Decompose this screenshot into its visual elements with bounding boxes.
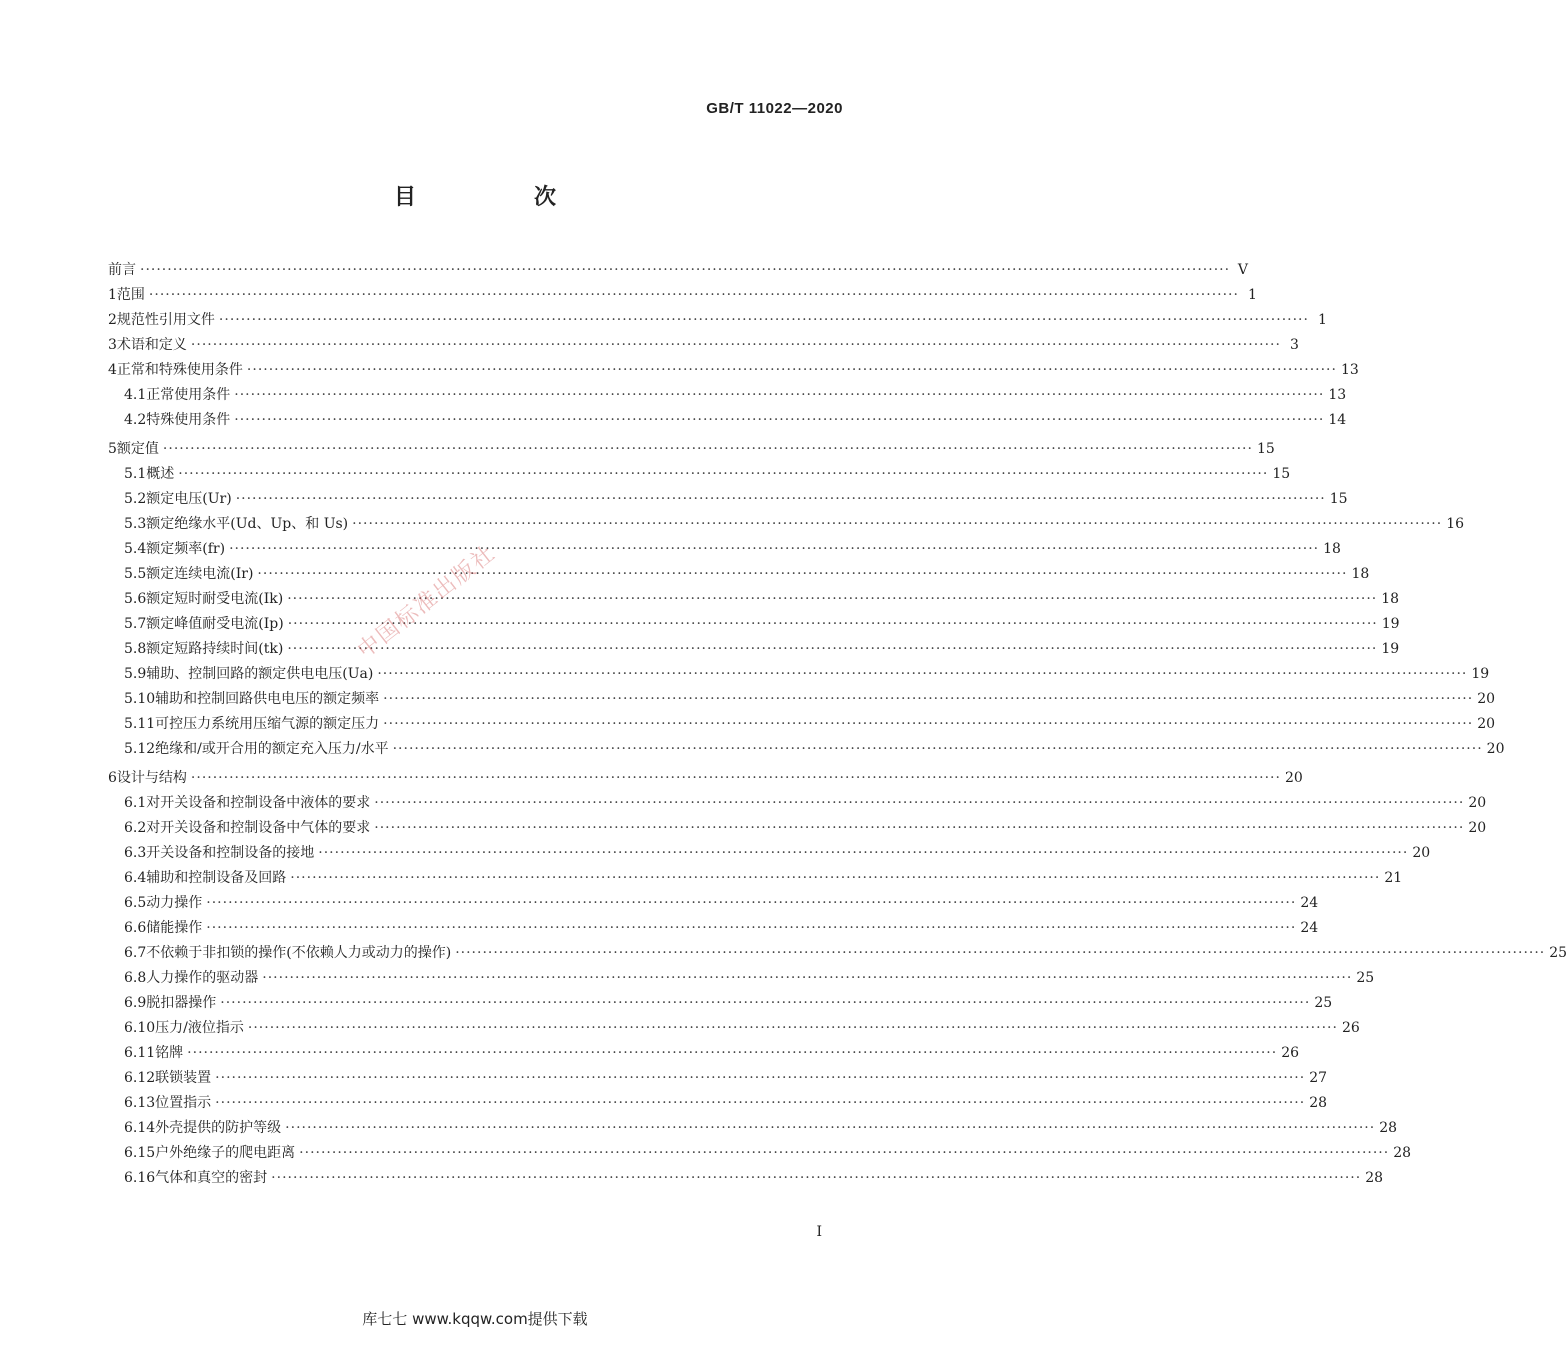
toc-entry-page: 24 <box>1300 920 1319 936</box>
toc-entry-number: 6 <box>108 770 117 786</box>
toc-entry[interactable] <box>108 487 1348 512</box>
toc-leader-dots: ········································································································································································································ <box>455 945 1546 961</box>
toc-entry-page: 18 <box>1323 541 1341 557</box>
toc-entry-page: 26 <box>1281 1045 1300 1061</box>
toc-entry-number: 5.11 <box>124 716 156 732</box>
toc-entry-page: 15 <box>1256 441 1275 457</box>
page-title: 目 次 <box>393 185 604 210</box>
toc-entry-page: 20 <box>1477 716 1496 732</box>
toc-entry-title: 位置指示 <box>155 1095 212 1111</box>
toc-leader-dots: ········································································································································································································ <box>162 441 1253 457</box>
toc-entry-title: 额定电压(Ur) <box>146 491 232 507</box>
toc-entry-title: 额定连续电流(Ir) <box>146 566 254 582</box>
toc-entry-page: 20 <box>1486 741 1505 757</box>
toc-leader-dots: ········································································································································································································ <box>178 466 1269 482</box>
toc-entry[interactable] <box>108 408 1347 433</box>
toc-entry-page: 19 <box>1471 666 1490 682</box>
toc-leader-dots: ········································································································································································································ <box>148 287 1239 303</box>
toc-leader-dots: ········································································································································································································ <box>247 1020 1338 1036</box>
toc-entry[interactable] <box>108 383 1347 408</box>
toc-entry-page: 13 <box>1340 362 1359 378</box>
toc-entry[interactable] <box>108 766 1303 791</box>
toc-entry[interactable] <box>108 612 1400 637</box>
toc-entry-page: 16 <box>1446 516 1465 532</box>
toc-entry-number: 5.7 <box>124 616 147 632</box>
toc-entry-number: 5.4 <box>124 541 147 557</box>
toc-entry-page: 3 <box>1290 337 1299 353</box>
toc-entry-number: 6.5 <box>124 895 147 911</box>
toc-entry-title: 正常使用条件 <box>146 387 231 403</box>
toc-entry-page: 15 <box>1329 491 1348 507</box>
toc-entry-title: 概述 <box>146 466 175 482</box>
toc-entry-page: 14 <box>1328 412 1347 428</box>
toc-leader-dots: ········································································································································································································ <box>271 1170 1362 1186</box>
toc-entry-number: 6.16 <box>124 1170 156 1186</box>
toc-entry-number: 6.10 <box>124 1020 156 1036</box>
toc-entry-page: 25 <box>1549 945 1567 961</box>
toc-entry-page: 26 <box>1341 1020 1360 1036</box>
toc-entry[interactable] <box>108 1141 1412 1166</box>
toc-entry-page: 18 <box>1381 591 1400 607</box>
toc-entry[interactable] <box>108 283 1257 308</box>
toc-entry-number: 5.12 <box>124 741 156 757</box>
toc-leader-dots: ········································································································································································································ <box>383 716 1474 732</box>
toc-entry-number: 5.5 <box>124 566 147 582</box>
toc-entry[interactable] <box>108 333 1299 358</box>
toc-entry-title: 铭牌 <box>155 1045 184 1061</box>
toc-entry-title: 户外绝缘子的爬电距离 <box>155 1145 296 1161</box>
toc-entry-number: 6.1 <box>124 795 147 811</box>
toc-entry-number: 5.3 <box>124 516 147 532</box>
toc-leader-dots: ········································································································································································································ <box>140 262 1231 278</box>
toc-entry-page: 13 <box>1328 387 1347 403</box>
toc-entry-page: 28 <box>1393 1145 1412 1161</box>
toc-entry-title: 额定频率(fr) <box>146 541 226 557</box>
toc-entry-title: 设计与结构 <box>116 770 187 786</box>
toc-entry-number: 1 <box>108 287 117 303</box>
toc-entry[interactable] <box>108 637 1400 662</box>
toc-entry-title: 辅助、控制回路的额定供电电压(Ua) <box>146 666 374 682</box>
toc-leader-dots: ········································································································································································································ <box>206 895 1297 911</box>
toc-entry[interactable] <box>108 662 1490 687</box>
toc-entry-number: 4.2 <box>124 412 147 428</box>
footer-text: 库七七 www.kqqw.com提供下载 <box>362 1310 588 1328</box>
toc-leader-dots: ········································································································································································································ <box>190 337 1281 353</box>
toc-entry-title: 特殊使用条件 <box>146 412 231 428</box>
toc-entry[interactable] <box>108 816 1487 841</box>
toc-entry-title: 辅助和控制设备及回路 <box>146 870 287 886</box>
toc-entry[interactable] <box>108 358 1359 383</box>
page-number: I <box>816 1224 822 1240</box>
toc-entry-title: 对开关设备和控制设备中液体的要求 <box>146 795 371 811</box>
watermark: 中国标准出版社 <box>353 540 501 664</box>
toc-entry[interactable] <box>108 258 1249 283</box>
toc-entry-title: 额定绝缘水平(Ud、Up、和 Us) <box>146 516 349 532</box>
toc-entry-page: 15 <box>1272 466 1291 482</box>
toc-entry[interactable] <box>108 1166 1384 1191</box>
toc-entry-title: 辅助和控制回路供电电压的额定频率 <box>155 691 380 707</box>
toc-leader-dots: ········································································································································································································ <box>392 741 1483 757</box>
toc-entry[interactable] <box>108 437 1275 462</box>
toc-leader-dots: ········································································································································································································ <box>318 845 1409 861</box>
toc-entry-number: 5.6 <box>124 591 147 607</box>
toc-entry[interactable] <box>108 737 1505 762</box>
toc-entry-number: 2 <box>108 312 117 328</box>
toc-leader-dots: ········································································································································································································ <box>290 870 1381 886</box>
toc-entry[interactable] <box>108 991 1333 1016</box>
toc-entry-title: 不依赖于非扣锁的操作(不依赖人力或动力的操作) <box>146 945 452 961</box>
toc-leader-dots: ········································································································································································································ <box>187 1045 1278 1061</box>
toc-leader-dots: ········································································································································································································ <box>287 591 1378 607</box>
toc-entry-page: 20 <box>1412 845 1431 861</box>
toc-entry-number: 3 <box>108 337 117 353</box>
toc-entry-title: 规范性引用文件 <box>116 312 215 328</box>
toc-entry-number: 6.2 <box>124 820 147 836</box>
standard-id: GB/T 11022—2020 <box>706 100 843 117</box>
toc-leader-dots: ········································································································································································································ <box>220 995 1311 1011</box>
toc-entry-number: 5.1 <box>124 466 147 482</box>
toc-entry-number: 6.7 <box>124 945 147 961</box>
toc-entry-page: 18 <box>1351 566 1370 582</box>
toc-entry-title: 额定短路持续时间(tk) <box>146 641 284 657</box>
toc-entry[interactable] <box>108 1116 1398 1141</box>
toc-entry-title: 前言 <box>108 262 136 278</box>
toc-leader-dots: ········································································································································································································ <box>352 516 1443 532</box>
toc-entry-title: 开关设备和控制设备的接地 <box>146 845 315 861</box>
toc-entry-number: 5.10 <box>124 691 156 707</box>
toc-entry[interactable] <box>108 712 1496 737</box>
toc-entry-number: 6.14 <box>124 1120 156 1136</box>
toc-entry[interactable] <box>108 587 1400 612</box>
toc-entry-number: 4 <box>108 362 117 378</box>
toc-leader-dots: ········································································································································································································ <box>262 970 1353 986</box>
toc-entry-title: 术语和定义 <box>116 337 187 353</box>
toc-entry-title: 联锁装置 <box>155 1070 212 1086</box>
toc-leader-dots: ········································································································································································································ <box>257 566 1348 582</box>
toc-entry-number: 6.6 <box>124 920 147 936</box>
toc-entry-page: 25 <box>1356 970 1375 986</box>
toc-entry-title: 范围 <box>116 287 145 303</box>
toc-leader-dots: ········································································································································································································ <box>299 1145 1390 1161</box>
toc-entry-title: 额定短时耐受电流(Ik) <box>146 591 284 607</box>
toc-leader-dots: ········································································································································································································ <box>246 362 1337 378</box>
toc-entry[interactable] <box>108 462 1291 487</box>
toc-entry-number: 6.15 <box>124 1145 156 1161</box>
toc-leader-dots: ········································································································································································································ <box>218 312 1309 328</box>
toc-entry-number: 5.8 <box>124 641 147 657</box>
toc-entry[interactable] <box>108 687 1496 712</box>
toc-entry[interactable] <box>108 308 1327 333</box>
toc-entry-page: 24 <box>1300 895 1319 911</box>
toc-entry-page: 19 <box>1381 641 1400 657</box>
toc-leader-dots: ········································································································································································································ <box>374 820 1465 836</box>
toc-entry-number: 5 <box>108 441 117 457</box>
toc-entry-title: 储能操作 <box>146 920 203 936</box>
toc-entry-title: 人力操作的驱动器 <box>146 970 259 986</box>
toc-entry-title: 可控压力系统用压缩气源的额定压力 <box>155 716 380 732</box>
toc-entry[interactable] <box>108 791 1487 816</box>
toc-leader-dots: ········································································································································································································ <box>215 1095 1306 1111</box>
toc-entry-number: 5.9 <box>124 666 147 682</box>
toc-leader-dots: ········································································································································································································ <box>234 387 1325 403</box>
toc-entry-number: 6.11 <box>124 1045 156 1061</box>
toc-entry-number: 6.12 <box>124 1070 156 1086</box>
toc-entry-page: V <box>1237 262 1249 278</box>
toc-entry[interactable] <box>108 512 1465 537</box>
toc-entry-page: 27 <box>1309 1070 1328 1086</box>
toc-entry-number: 4.1 <box>124 387 147 403</box>
toc-entry-page: 28 <box>1365 1170 1384 1186</box>
toc-entry-title: 额定值 <box>116 441 159 457</box>
toc-entry[interactable] <box>108 1066 1328 1091</box>
toc-entry-title: 压力/液位指示 <box>155 1020 244 1036</box>
toc-entry-title: 脱扣器操作 <box>146 995 217 1011</box>
toc-entry-page: 1 <box>1318 312 1327 328</box>
toc-entry-page: 28 <box>1379 1120 1398 1136</box>
toc-entry-page: 25 <box>1314 995 1333 1011</box>
toc-entry-page: 20 <box>1477 691 1496 707</box>
toc-entry-title: 正常和特殊使用条件 <box>116 362 243 378</box>
toc-leader-dots: ········································································································································································································ <box>287 616 1378 632</box>
toc-entry-number: 6.9 <box>124 995 147 1011</box>
toc-leader-dots: ········································································································································································································ <box>377 666 1468 682</box>
toc-entry[interactable] <box>108 841 1431 866</box>
toc-entry-page: 1 <box>1248 287 1257 303</box>
toc-entry-page: 20 <box>1284 770 1303 786</box>
toc-leader-dots: ········································································································································································································ <box>229 541 1320 557</box>
toc-entry[interactable] <box>108 966 1375 991</box>
toc-entry-page: 20 <box>1468 820 1487 836</box>
toc-entry[interactable] <box>108 891 1319 916</box>
toc-leader-dots: ········································································································································································································ <box>287 641 1378 657</box>
toc-entry-title: 动力操作 <box>146 895 203 911</box>
toc-leader-dots: ········································································································································································································ <box>190 770 1281 786</box>
toc-leader-dots: ········································································································································································································ <box>374 795 1465 811</box>
toc-entry-page: 19 <box>1381 616 1400 632</box>
toc-entry-title: 绝缘和/或开合用的额定充入压力/水平 <box>155 741 389 757</box>
toc-entry-number: 6.8 <box>124 970 147 986</box>
toc-leader-dots: ········································································································································································································ <box>235 491 1326 507</box>
toc-leader-dots: ········································································································································································································ <box>206 920 1297 936</box>
toc-entry-title: 外壳提供的防护等级 <box>155 1120 282 1136</box>
toc-entry[interactable] <box>108 1041 1300 1066</box>
toc-leader-dots: ········································································································································································································ <box>215 1070 1306 1086</box>
toc-entry[interactable] <box>108 1091 1328 1116</box>
toc-entry[interactable] <box>108 866 1403 891</box>
toc-entry-number: 6.4 <box>124 870 147 886</box>
toc-entry-number: 6.3 <box>124 845 147 861</box>
toc-entry-title: 额定峰值耐受电流(Ip) <box>146 616 284 632</box>
toc-entry-title: 气体和真空的密封 <box>155 1170 268 1186</box>
toc-entry-number: 6.13 <box>124 1095 156 1111</box>
toc-entry[interactable] <box>108 1016 1360 1041</box>
toc-entry-page: 28 <box>1309 1095 1328 1111</box>
toc-leader-dots: ········································································································································································································ <box>383 691 1474 707</box>
table-of-contents <box>108 258 1567 1191</box>
toc-entry-page: 20 <box>1468 795 1487 811</box>
toc-entry[interactable] <box>108 916 1319 941</box>
toc-entry-page: 21 <box>1384 870 1403 886</box>
toc-entry[interactable] <box>108 941 1567 966</box>
toc-leader-dots: ········································································································································································································ <box>234 412 1325 428</box>
toc-leader-dots: ········································································································································································································ <box>285 1120 1376 1136</box>
toc-entry-title: 对开关设备和控制设备中气体的要求 <box>146 820 371 836</box>
toc-entry-number: 5.2 <box>124 491 147 507</box>
